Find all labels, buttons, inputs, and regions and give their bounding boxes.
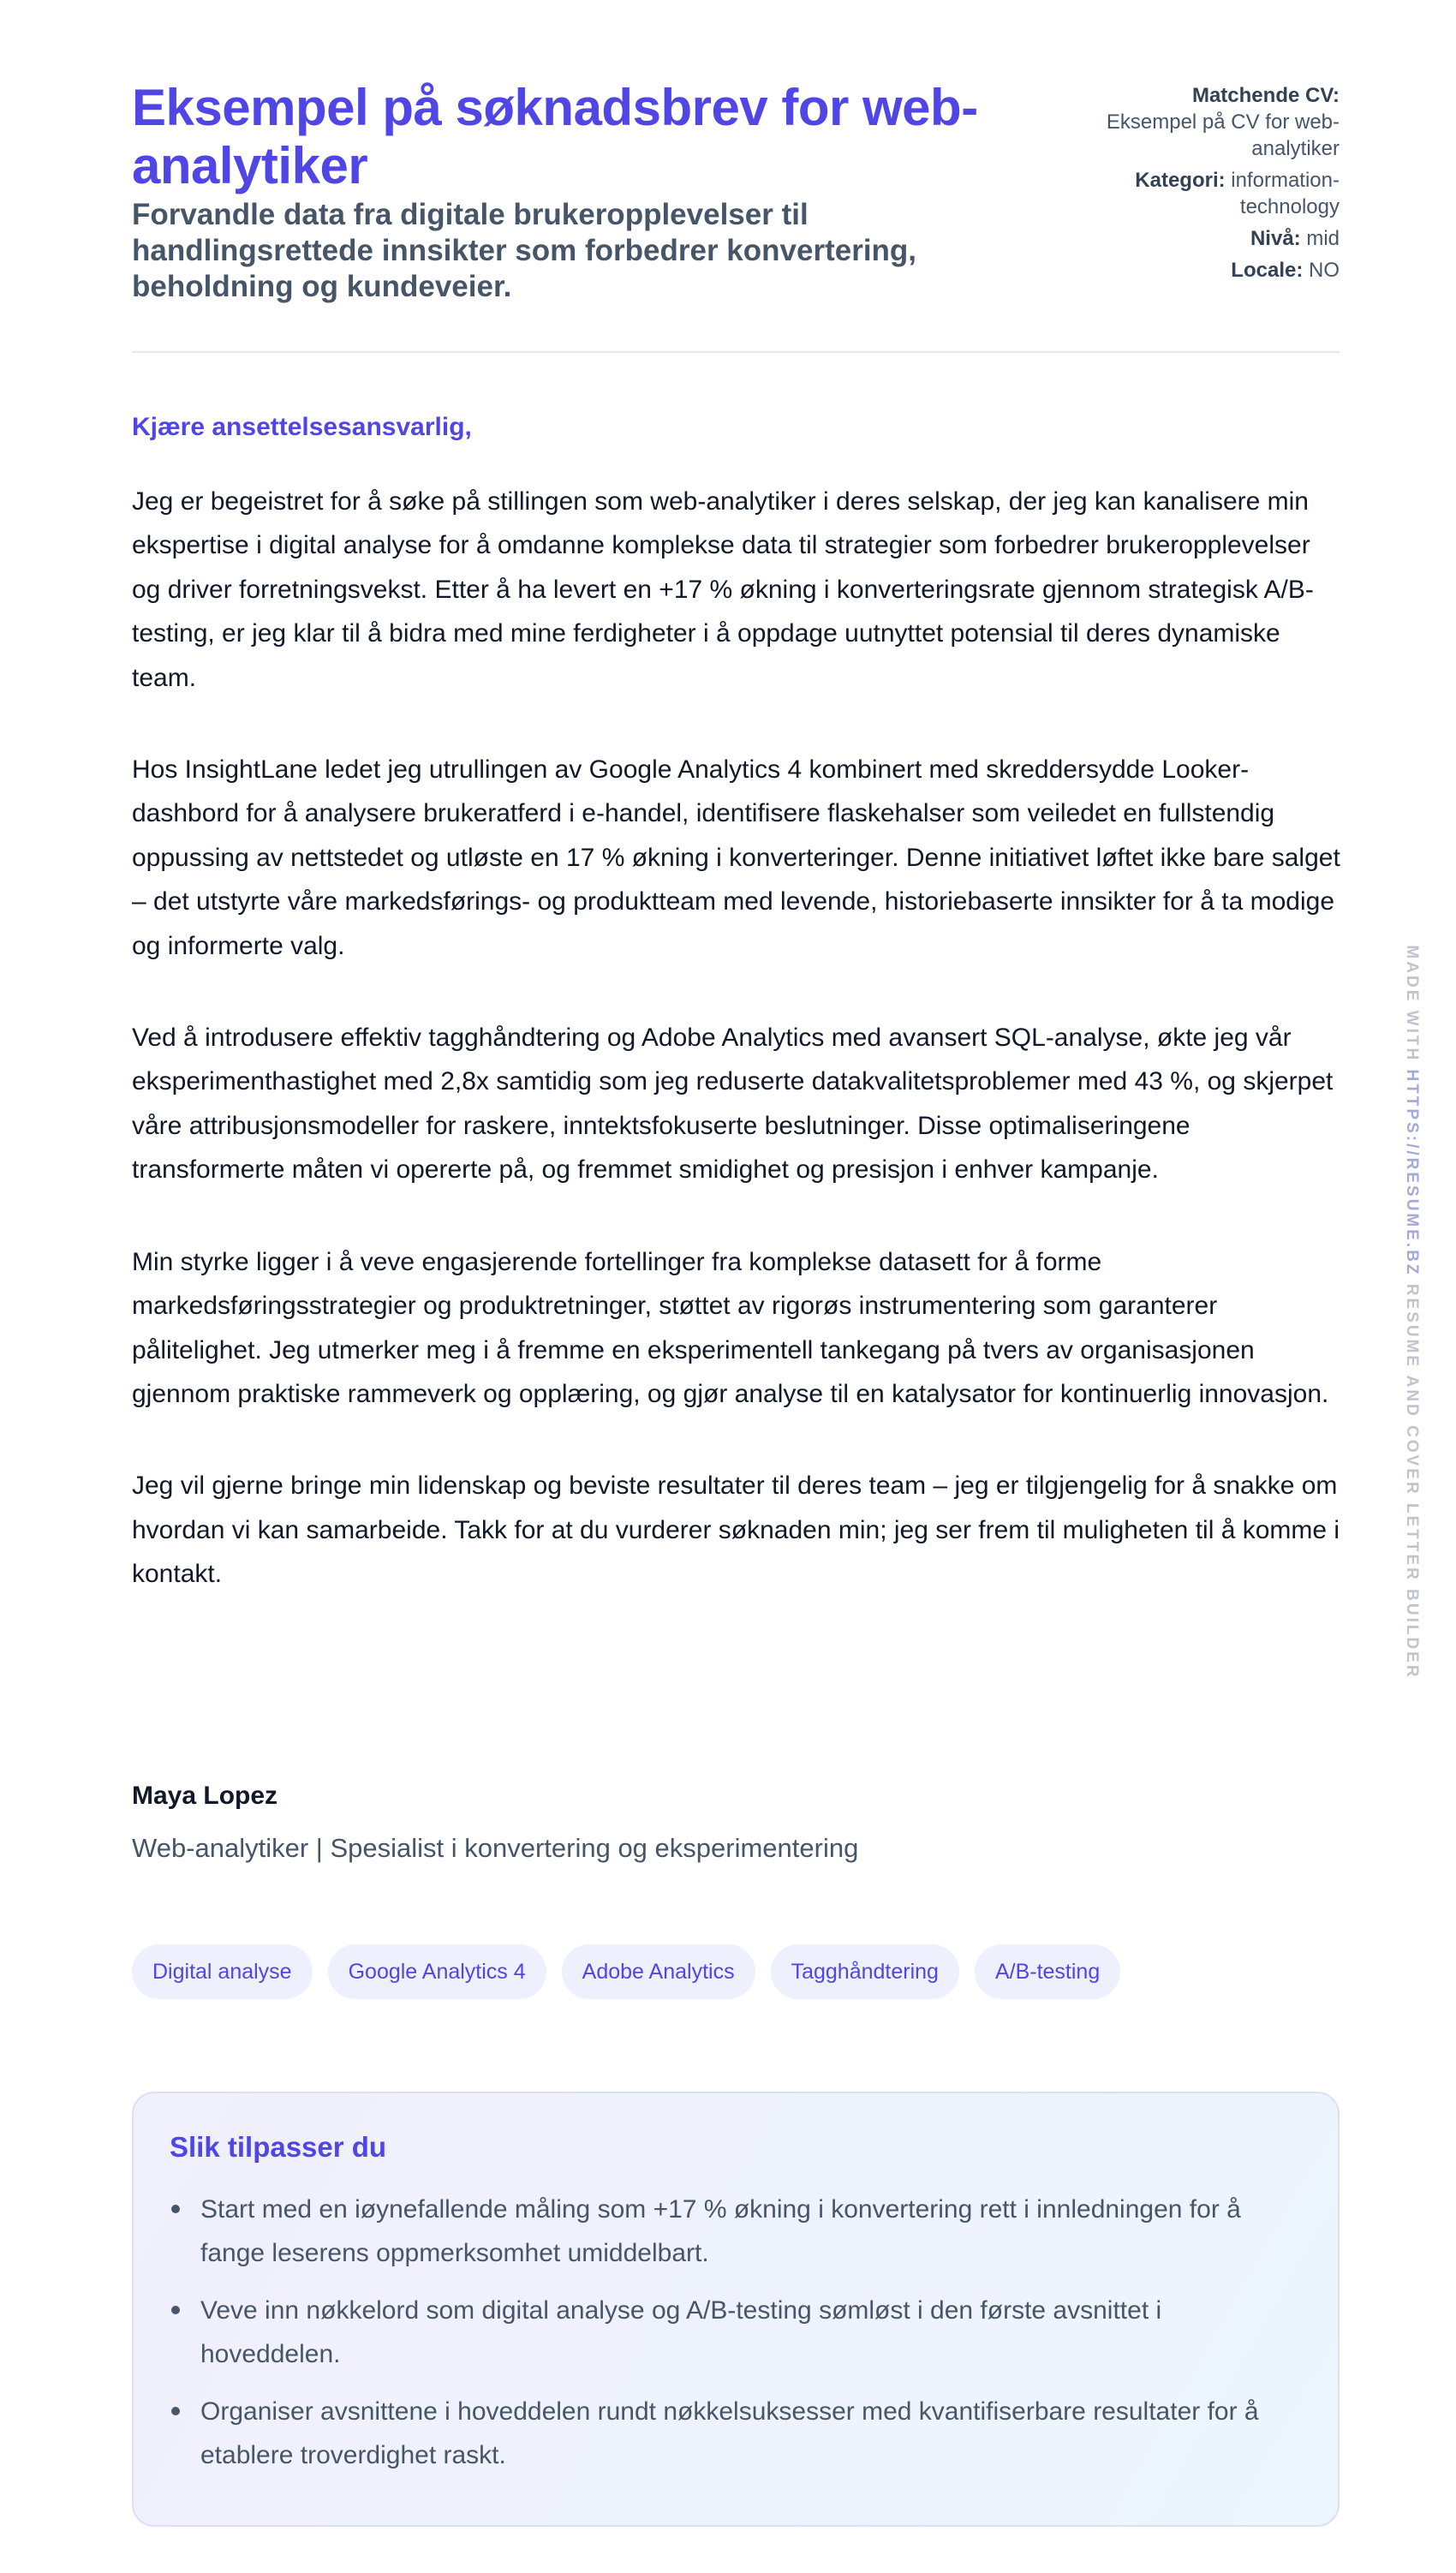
signature-name: Maya Lopez bbox=[132, 1782, 278, 1810]
letter-header bbox=[132, 0, 1340, 353]
skill-tag: Google Analytics 4 bbox=[328, 1944, 546, 1999]
meta-cv bbox=[1048, 82, 1340, 162]
meta-locale-label: Locale: bbox=[1231, 259, 1304, 282]
tips-heading: Slik tilpasser du bbox=[170, 2131, 387, 2163]
meta-category bbox=[1048, 167, 1340, 220]
meta-cv-label: Matchende CV: bbox=[1191, 84, 1340, 107]
page-title: Eksempel på søknadsbrev for web-analytiker bbox=[132, 79, 978, 194]
customization-tips-box bbox=[132, 2092, 1340, 2527]
meta-panel bbox=[1048, 82, 1340, 289]
skill-tag: Adobe Analytics bbox=[562, 1944, 755, 1999]
tips-list-item: Organiser avsnittene i hoveddelen rundt nøkkelsuksesser med kvantifiserbare resultater for å etablere troverdighet raskt. bbox=[170, 2390, 1300, 2477]
tips-list bbox=[170, 2188, 1300, 2477]
meta-cv-value[interactable]: Eksempel på CV for web-analytiker bbox=[1106, 110, 1340, 160]
skill-tag: Tagghåndtering bbox=[771, 1944, 959, 1999]
letter-paragraph: Ved å introdusere effektiv tagghåndtering og Adobe Analytics med avansert SQL-analyse, økte jeg vår eksperimenthastighet med 2,8x samtidig som jeg reduserte datakvalitetsproblemer med 43 %, og skjerpet våre attribusjonsmodeller for raskere, inntektsfokuserte beslutninger. Disse optimaliseringene transformerte måten vi opererte på, og fremmet smidighet og presisjon i enhver kampanje. bbox=[132, 1024, 1334, 1185]
watermark-link[interactable]: HTTPS://RESUME.BZ bbox=[1403, 1069, 1421, 1277]
letter-paragraph: Jeg vil gjerne bringe min lidenskap og beviste resultater til deres team – jeg er tilgjengelig for å snakke om hvordan vi kan samarbeide. Takk for at du vurderer søknaden min; jeg ser frem til muligheten til å komme i kontakt. bbox=[132, 1472, 1340, 1589]
meta-category-label: Kategori: bbox=[1135, 169, 1226, 192]
skill-tags bbox=[132, 1944, 1120, 1999]
meta-level-value: mid bbox=[1306, 227, 1340, 250]
meta-locale-value: NO bbox=[1309, 259, 1340, 282]
meta-locale bbox=[1048, 257, 1340, 284]
letter-paragraph: Hos InsightLane ledet jeg utrullingen av Google Analytics 4 kombinert med skreddersydde Looker-dashbord for å analysere brukeratferd i e-handel, identifisere flaskehalser som veiledet en fullstendig oppussing av nettstedet og utløste en 17 % økning i konverteringer. Denne initiativet løftet ikke bare salget – det utstyrte våre markedsførings- og produktteam med levende, historiebaserte innsikter for å ta modige og informerte valg. bbox=[132, 755, 1340, 960]
signature-role: Web-analytiker | Spesialist i konvertering og eksperimentering bbox=[132, 1833, 859, 1863]
meta-category-value: information-technology bbox=[1231, 169, 1340, 218]
letter-paragraph: Min styrke ligger i å veve engasjerende fortellinger fra komplekse datasett for å forme markedsføringsstrategier og produktretninger, støttet av rigorøs instrumentering som garanterer pålitelighet. Jeg utmerker meg i å fremme en eksperimentell tankegang på tvers av organisasjonen gjennom praktiske rammeverk og opplæring, og gjør analyse til en katalysator for kontinuerlig innovasjon. bbox=[132, 1247, 1329, 1408]
watermark-prefix: MADE WITH bbox=[1403, 945, 1421, 1063]
skill-tag: A/B-testing bbox=[975, 1944, 1120, 1999]
meta-level bbox=[1048, 225, 1340, 252]
tips-list-item: Start med en iøynefallende måling som +17 % økning i konvertering rett i innledningen for å fange leserens oppmerksomhet umiddelbart. bbox=[170, 2188, 1300, 2275]
page-subtitle: Forvandle data fra digitale brukeropplevelser til handlingsrettede innsikter som forbedrer konvertering, beholdning og kundeveier. bbox=[132, 198, 917, 303]
cover-letter-page bbox=[132, 0, 1340, 2469]
made-with-watermark bbox=[1402, 945, 1421, 1679]
skill-tag: Digital analyse bbox=[132, 1944, 313, 1999]
letter-greeting: Kjære ansettelsesansvarlig, bbox=[132, 413, 472, 441]
letter-paragraph: Jeg er begeistret for å søke på stillingen som web-analytiker i deres selskap, der jeg kan kanalisere min ekspertise i digital analyse for å omdanne komplekse data til strategier som forbedrer brukeropplevelser og driver forretningsvekst. Etter å ha levert en +17 % økning i konverteringsrate gjennom strategisk A/B-testing, er jeg klar til å bidra med mine ferdigheter i å oppdage uutnyttet potensial til deres dynamiske team. bbox=[132, 487, 1314, 692]
letter-body bbox=[132, 480, 1344, 1645]
tips-list-item: Veve inn nøkkelord som digital analyse og A/B-testing sømløst i den første avsnittet i hoveddelen. bbox=[170, 2289, 1300, 2376]
meta-level-label: Nivå: bbox=[1250, 227, 1301, 250]
watermark-suffix: RESUME AND COVER LETTER BUILDER bbox=[1403, 1283, 1421, 1680]
